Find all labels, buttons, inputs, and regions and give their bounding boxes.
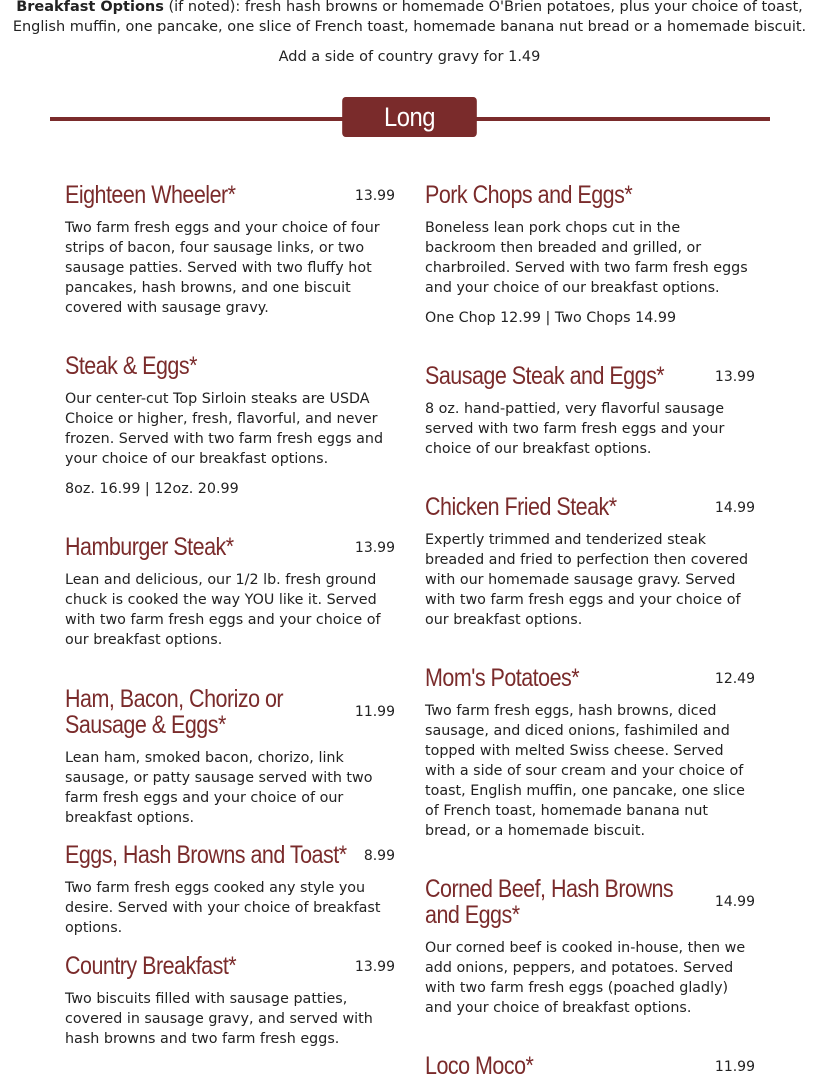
menu-item-price: 13.99 — [354, 188, 395, 204]
menu-item-price: 14.99 — [714, 894, 755, 910]
menu-item-description: 8 oz. hand-pattied, very flavorful sausage served with two farm fresh eggs and your choice of our breakfast options. — [425, 401, 725, 457]
breakfast-options-text: (if noted): fresh hash browns or homemade O'Brien potatoes, plus your choice of toast, English muffin, one pancake, one slice of French toast, homemade banana nut bread or a homemade biscuit. — [12, 0, 807, 35]
menu-item-name: Hamburger Steak* — [65, 533, 234, 561]
menu-item-description: Two farm fresh eggs, hash browns, diced sausage, and diced onions, fashimiled and topped with melted Swiss cheese. Served with a side of sour cream and your choice of toast, English muffin, one pancake, one slice of French toast, homemade banana nut bread, or a homemade biscuit. — [425, 703, 745, 839]
menu-item-name: Loco Moco* — [425, 1052, 534, 1080]
menu-item-price: 13.99 — [714, 369, 755, 385]
menu-item-price: 14.99 — [714, 500, 755, 516]
menu-item — [65, 686, 395, 828]
menu-item-name: Eighteen Wheeler* — [65, 181, 236, 209]
menu-item — [65, 353, 395, 499]
menu-item — [425, 665, 755, 841]
menu-item-description: Lean ham, smoked bacon, chorizo, link sausage, or patty sausage served with two farm fresh eggs and your choice of our breakfast options. — [65, 750, 373, 826]
menu-item-description: Our center-cut Top Sirloin steaks are USDA Choice or higher, fresh, flavorful, and never frozen. Served with two farm fresh eggs and your choice of our breakfast options. — [65, 391, 384, 467]
menu-item — [425, 1053, 755, 1079]
section-title: Long Haulers — [342, 97, 477, 137]
gravy-note: Add a side of country gravy for 1.49 — [278, 49, 541, 65]
menu-item-description: Boneless lean pork chops cut in the backroom then breaded and grilled, or charbroiled. Served with two farm fresh eggs and your choice of our breakfast options. — [425, 220, 748, 296]
menu-item — [425, 363, 755, 459]
menu-item — [425, 494, 755, 630]
breakfast-options-note — [0, 0, 819, 37]
menu-item-name: Sausage Steak and Eggs* — [425, 362, 665, 390]
menu-item-name: Country Breakfast* — [65, 952, 237, 980]
menu-item-price: 12.49 — [714, 671, 755, 687]
menu-item-price: 13.99 — [354, 959, 395, 975]
menu-item-description: Two farm fresh eggs and your choice of four strips of bacon, four sausage links, or two sausage patties. Served with two fluffy hot pancakes, hash browns, and one biscuit covered with sausage gravy. — [65, 220, 380, 316]
menu-item-description: Lean and delicious, our 1/2 lb. fresh ground chuck is cooked the way YOU like it. Served with two farm fresh eggs and your choice of our breakfast options. — [65, 572, 381, 648]
menu-item-name: Eggs, Hash Browns and Toast* — [65, 841, 347, 869]
menu-item — [425, 182, 755, 328]
menu-item-name: Chicken Fried Steak* — [425, 493, 617, 521]
menu-item-description: Two farm fresh eggs cooked any style you desire. Served with your choice of breakfast options. — [65, 880, 381, 936]
menu-item — [65, 182, 395, 318]
menu-item-price: 11.99 — [354, 704, 395, 720]
menu-item-name: Pork Chops and Eggs* — [425, 181, 633, 209]
breakfast-options-label: Breakfast Options — [16, 0, 164, 15]
menu-item-name: Ham, Bacon, Chorizo or Sausage & Eggs* — [65, 685, 284, 739]
menu-item-price: 8.99 — [363, 848, 395, 864]
menu-item — [425, 876, 755, 1018]
menu-item-name: Steak & Eggs* — [65, 352, 197, 380]
menu-item-price: 13.99 — [354, 540, 395, 556]
menu-item-name: Corned Beef, Hash Browns and Eggs* — [425, 875, 674, 929]
menu-item-description: Expertly trimmed and tenderized steak breaded and fried to perfection then covered with our homemade sausage gravy. Served with two farm fresh eggs and your choice of our breakfast options. — [425, 532, 749, 628]
menu-item — [65, 953, 395, 1049]
menu-item-description: Our corned beef is cooked in-house, then we add onions, peppers, and potatoes. Served with two farm fresh eggs (poached gladly) and your choice of breakfast options. — [425, 940, 746, 1016]
menu-item-name: Mom's Potatoes* — [425, 664, 580, 692]
menu-item — [65, 534, 395, 650]
menu-item — [65, 842, 395, 938]
menu-item-price: 11.99 — [714, 1059, 755, 1075]
menu-item-price-options: One Chop 12.99 | Two Chops 14.99 — [425, 310, 677, 326]
menu-item-price-options: 8oz. 16.99 | 12oz. 20.99 — [65, 481, 239, 497]
menu-item-description: Two biscuits filled with sausage patties, covered in sausage gravy, and served with hash browns and two farm fresh eggs. — [65, 991, 373, 1047]
